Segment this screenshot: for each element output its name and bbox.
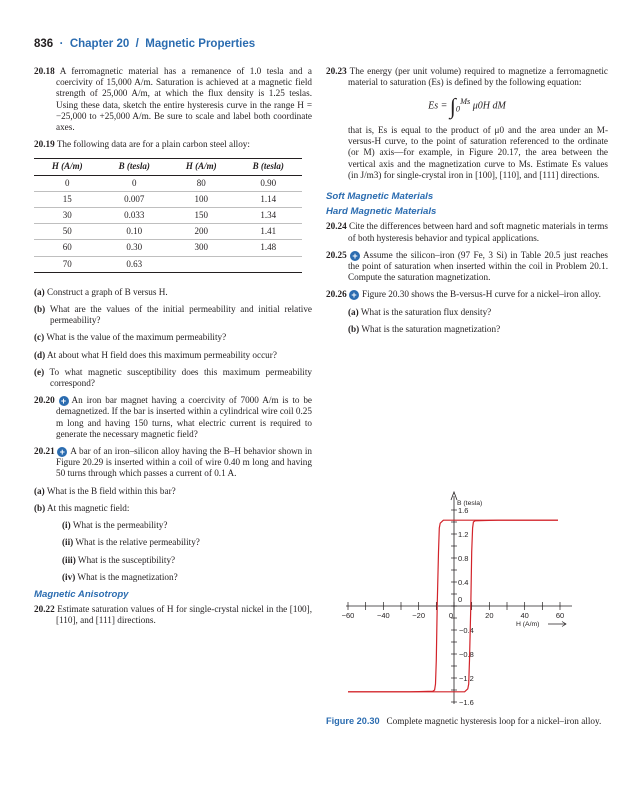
problem-text: A ferromagnetic material has a remanence of 1.0 tesla and a coercivity of 15,000 A/m. Saturation is achieved at a magnetic field strength of 25,000 A/m, at which the flux density is 1.25 teslas. Using these data, sketch the entire hysteresis curve in the range H = −25,000 to +25,000 A/m. Be sure to scale and label both coordinate axes. <box>56 66 313 133</box>
y-tick-label: −0.4 <box>459 626 474 635</box>
integral-lower-limit: 0 <box>455 104 461 114</box>
part-e <box>34 367 312 389</box>
part-text: At about what H field does this maximum permeability occur? <box>47 349 277 360</box>
x-tick-label: −20 <box>412 611 426 620</box>
y-tick-label: 0.4 <box>458 578 469 587</box>
table-cell: 70 <box>34 256 100 272</box>
table-cell <box>234 256 302 272</box>
problem-20-22 <box>34 604 312 626</box>
table-cell: 0.30 <box>100 240 168 256</box>
table-cell: 1.34 <box>234 208 302 224</box>
problem-text: Figure 20.30 shows the B-versus-H curve for a nickel–iron alloy. <box>361 289 601 300</box>
table-cell <box>168 256 234 272</box>
problem-20-23 <box>326 66 608 88</box>
part-text: What are the values of the initial permeability and initial relative permeability? <box>49 304 312 326</box>
chapter-title: Magnetic Properties <box>145 38 256 50</box>
part-label: (b) <box>34 502 46 513</box>
part-label: (b) <box>34 304 46 315</box>
left-column <box>34 66 312 633</box>
problem-20-23-continued: that is, Es is equal to the product of μ0 and the area under an M-versus-H curve, to the point of saturation referenced to the ordinate (or M) axis—for example, in Figure 20.17, the area between the vertical axis and the magnetization curve to Ms. Estimate Es values (in J/m3) for single-crystal iron in [100], [110], and [111] directions. <box>348 124 608 180</box>
problem-text: Estimate saturation values of H for single-crystal nickel in the [100], [110], and [111] directions. <box>56 604 312 626</box>
part-d <box>34 350 312 361</box>
page-number: 836 <box>34 38 54 50</box>
x-axis-label: H (A/m) <box>516 621 540 628</box>
y-tick-label: −0.8 <box>459 650 474 659</box>
part-text: At this magnetic field: <box>47 502 130 513</box>
table-row <box>34 224 302 240</box>
table-cell: 30 <box>34 208 100 224</box>
problem-text: An iron bar magnet having a coercivity of 7000 A/m is to be demagnetized. If the bar is inserted within a cylindrical wire coil 0.25 m long and having 150 turns, what electric current is required to generate the necessary magnetic field? <box>56 395 313 439</box>
problem-number: 20.19 <box>34 139 55 150</box>
x-tick-label: −40 <box>376 611 390 620</box>
table-cell: 0.007 <box>100 191 168 207</box>
integral-sign: ∫ <box>449 93 456 119</box>
part-c <box>34 332 312 343</box>
problem-20-20 <box>34 395 312 440</box>
problem-text: Assume the silicon–iron (97 Fe, 3 Si) in Table 20.5 just reaches the point of saturation when inserted within the coil in Problem 20.1. Compute the saturation magnetization. <box>348 249 608 283</box>
table-row <box>34 256 302 272</box>
part-text: What is the saturation magnetization? <box>361 323 501 334</box>
problem-20-26 <box>326 289 608 300</box>
table-header-row <box>34 159 302 175</box>
table-cell: 300 <box>168 240 234 256</box>
part-label: (d) <box>34 349 46 360</box>
table-body <box>34 175 302 272</box>
subpart-label: (iv) <box>62 571 76 582</box>
subpart-iv <box>62 572 312 583</box>
table-cell: 0 <box>34 175 100 191</box>
table-row <box>34 191 302 207</box>
table-cell: 150 <box>168 208 234 224</box>
figure-label: Figure 20.30 <box>326 716 380 726</box>
part-label: (b) <box>348 323 360 334</box>
problem-20-19 <box>34 139 312 150</box>
subpart-label: (i) <box>62 520 71 531</box>
part-label: (e) <box>34 366 45 377</box>
table-cell: 0.033 <box>100 208 168 224</box>
part-label: (a) <box>348 306 359 317</box>
problem-20-21 <box>34 446 312 480</box>
part-text: To what magnetic susceptibility does this maximum permeability correspond? <box>49 366 312 389</box>
part-label: (a) <box>34 485 45 496</box>
y-tick-label: −1.2 <box>459 674 474 683</box>
table-cell: 60 <box>34 240 100 256</box>
table-cell: 0.90 <box>234 175 302 191</box>
table-row <box>34 175 302 191</box>
integral-upper-limit: Ms <box>460 97 471 107</box>
problem-20-24 <box>326 221 608 243</box>
problem-20-18 <box>34 66 312 133</box>
equation-lhs: Es = <box>428 100 448 112</box>
part-label: (c) <box>34 332 45 343</box>
subpart-label: (iii) <box>62 554 76 565</box>
part-text: What is the B field within this bar? <box>46 485 176 496</box>
problem-number: 20.18 <box>34 66 55 76</box>
table-header: H (A/m) <box>34 159 100 175</box>
right-column <box>326 66 608 341</box>
subpart-text: What is the relative permeability? <box>75 537 200 548</box>
subpart-label: (ii) <box>62 537 74 548</box>
table-cell: 0 <box>100 175 168 191</box>
y-tick-label: −1.6 <box>459 698 474 707</box>
problem-number: 20.25 <box>326 249 347 260</box>
part-b <box>34 503 312 514</box>
problem-number: 20.20 <box>34 395 55 406</box>
table-cell: 100 <box>168 191 234 207</box>
table-cell: 15 <box>34 191 100 207</box>
part-text: Construct a graph of B versus H. <box>47 286 168 297</box>
y-axis-label: B (tesla) <box>457 500 483 507</box>
table-row <box>34 208 302 224</box>
part-a <box>34 486 312 497</box>
problem-number: 20.23 <box>326 66 347 76</box>
table-header: H (A/m) <box>168 159 234 175</box>
x-tick-label: −60 <box>341 611 355 620</box>
part-b <box>348 324 608 335</box>
part-text: What is the value of the maximum permeability? <box>46 332 227 343</box>
energy-equation <box>326 93 608 119</box>
y-tick-label: 1.2 <box>458 530 469 539</box>
problem-text: A bar of an iron–silicon alloy having the B–H behavior shown in Figure 20.29 is inserted within a coil of wire 0.40 m long and having 50 turns through which passes a current of 0.1 A. <box>56 446 312 479</box>
part-a <box>34 287 312 298</box>
bh-data-table <box>34 158 302 272</box>
table-cell: 50 <box>34 224 100 240</box>
caption-text: Complete magnetic hysteresis loop for a nickel–iron alloy. <box>386 716 602 726</box>
part-b <box>34 304 312 326</box>
section-heading-soft: Soft Magnetic Materials <box>326 190 434 202</box>
plus-icon: + <box>350 251 360 261</box>
y-tick-label: 1.6 <box>458 506 469 515</box>
table-row <box>34 240 302 256</box>
table-cell: 200 <box>168 224 234 240</box>
x-tick-label: 0 <box>448 611 454 620</box>
problem-text: The energy (per unit volume) required to magnetize a ferromagnetic material to saturation (Es) is defined by the following equation: <box>348 66 608 88</box>
plus-icon: + <box>59 396 69 406</box>
equation-integrand: μ0H dM <box>472 100 506 112</box>
header-separator: · <box>59 38 64 50</box>
table-cell: 1.41 <box>234 224 302 240</box>
hysteresis-chart <box>326 468 616 718</box>
y-tick-label: 0.8 <box>458 554 469 563</box>
subpart-iii <box>62 555 312 566</box>
table-cell: 1.14 <box>234 191 302 207</box>
plus-icon: + <box>349 290 359 300</box>
subpart-text: What is the magnetization? <box>77 571 178 582</box>
table-cell: 0.63 <box>100 256 168 272</box>
part-label: (a) <box>34 286 45 297</box>
x-tick-label: 20 <box>485 611 494 620</box>
subpart-ii <box>62 537 312 548</box>
section-heading-hard: Hard Magnetic Materials <box>326 206 437 218</box>
problem-text: Cite the differences between hard and soft magnetic materials in terms of both hysteresis behavior and typical applications. <box>348 221 608 243</box>
subpart-text: What is the susceptibility? <box>77 554 176 565</box>
table-cell: 80 <box>168 175 234 191</box>
problem-20-25 <box>326 250 608 284</box>
x-axis-label-arrow <box>548 622 566 627</box>
problem-number: 20.21 <box>34 446 55 457</box>
x-tick-label: 60 <box>555 611 565 620</box>
plus-icon: + <box>57 447 67 457</box>
problem-number: 20.26 <box>326 289 347 300</box>
part-a <box>348 307 608 318</box>
table-header: B (tesla) <box>100 159 168 175</box>
y-tick-label: 0 <box>458 595 463 604</box>
part-text: What is the saturation flux density? <box>360 306 492 317</box>
subpart-i <box>62 520 312 531</box>
page-header <box>34 38 255 50</box>
header-slash: / <box>135 38 139 50</box>
figure-caption <box>326 716 608 727</box>
table-cell: 0.10 <box>100 224 168 240</box>
table-header: B (tesla) <box>234 159 302 175</box>
problem-number: 20.22 <box>34 604 55 615</box>
table-cell: 1.48 <box>234 240 302 256</box>
chapter-label: Chapter 20 <box>69 38 130 50</box>
problem-number: 20.24 <box>326 221 347 232</box>
subpart-text: What is the permeability? <box>72 520 168 531</box>
x-tick-label: 40 <box>520 611 529 620</box>
problem-text: The following data are for a plain carbon steel alloy: <box>56 139 250 150</box>
section-heading-anisotropy: Magnetic Anisotropy <box>34 588 129 600</box>
